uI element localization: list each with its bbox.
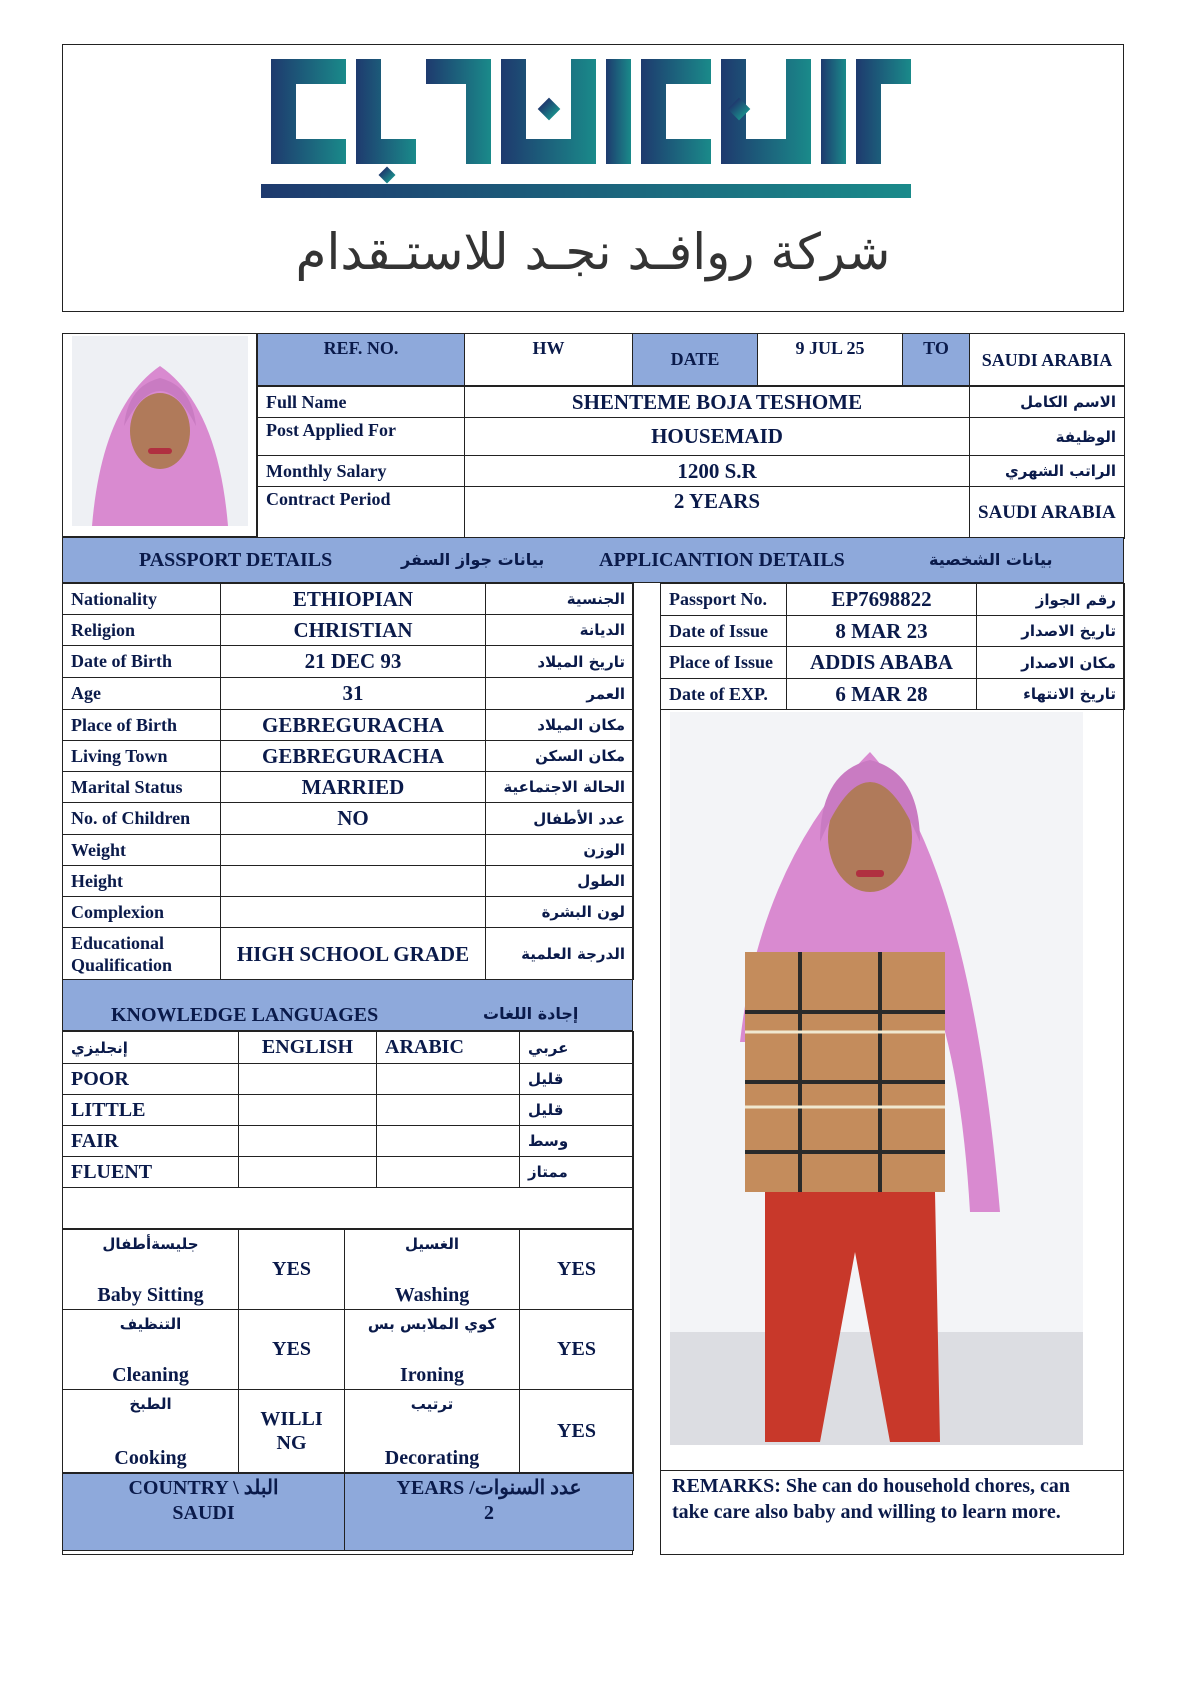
personal-label: Date of Birth <box>63 646 221 678</box>
personal-row <box>63 615 634 646</box>
personal-label: Religion <box>63 615 221 646</box>
summary-value: SHENTEME BOJA TESHOME <box>465 387 970 418</box>
passport-row <box>661 679 1125 710</box>
lang-arabic-cell <box>377 1157 520 1188</box>
personal-label-ar: الحالة الاجتماعية <box>486 772 634 803</box>
personal-value: 21 DEC 93 <box>221 646 486 678</box>
skill-left-en: Cooking <box>114 1447 187 1469</box>
passport-label: Place of Issue <box>661 647 787 679</box>
lang-col-arabic: ARABIC <box>377 1032 520 1064</box>
personal-value: ETHIOPIAN <box>221 584 486 615</box>
languages-header <box>62 980 633 1031</box>
lang-english-cell <box>239 1064 377 1095</box>
passport-row <box>661 647 1125 679</box>
skill-left-value: YES <box>239 1310 345 1390</box>
lang-head-ar-left: إنجليزي <box>63 1032 239 1064</box>
lang-english-cell <box>239 1157 377 1188</box>
summary-row <box>258 418 1125 456</box>
personal-label-ar: لون البشرة <box>486 897 634 928</box>
lang-row <box>63 1095 634 1126</box>
applicant-portrait <box>72 336 248 526</box>
passport-label-ar: تاريخ الانتهاء <box>977 679 1125 710</box>
lang-arabic-cell <box>377 1064 520 1095</box>
lang-level-ar: ممتاز <box>520 1157 634 1188</box>
lang-level-ar: وسط <box>520 1126 634 1157</box>
passport-row <box>661 584 1125 616</box>
passport-label-ar: مكان الاصدار <box>977 647 1125 679</box>
experience-table <box>62 1473 634 1551</box>
summary-label-ar: الوظيفة <box>970 418 1125 456</box>
passport-row <box>661 616 1125 647</box>
skill-left-ar: الطبخ <box>129 1395 172 1413</box>
lang-level: FAIR <box>63 1126 239 1157</box>
country-value: SAUDI <box>172 1502 235 1524</box>
skills-table <box>62 1229 634 1473</box>
skill-left-ar: التنظيف <box>119 1315 182 1333</box>
lang-level: POOR <box>63 1064 239 1095</box>
personal-row <box>63 710 634 741</box>
personal-label: Living Town <box>63 741 221 772</box>
lang-level-ar: قليل <box>520 1064 634 1095</box>
personal-row <box>63 803 634 835</box>
skill-left-en: Baby Sitting <box>97 1284 204 1306</box>
skill-left-value: WILLI NG <box>239 1390 345 1473</box>
skill-left-ar: جليسةأطفال <box>102 1235 199 1253</box>
personal-label: Complexion <box>63 897 221 928</box>
section-header <box>62 537 1124 583</box>
summary-row <box>258 387 1125 418</box>
personal-row <box>63 678 634 710</box>
skill-left-en: Cleaning <box>112 1364 189 1386</box>
passport-details-title-ar: بيانات جواز السفر <box>401 550 545 569</box>
skill-row <box>63 1390 634 1473</box>
passport-label-ar: تاريخ الاصدار <box>977 616 1125 647</box>
personal-row <box>63 646 634 678</box>
personal-value <box>221 897 486 928</box>
application-details-title-ar: بيانات الشخصية <box>929 550 1053 569</box>
personal-label: Nationality <box>63 584 221 615</box>
languages-table <box>62 1031 634 1229</box>
personal-label-ar: مكان السكن <box>486 741 634 772</box>
personal-row <box>63 741 634 772</box>
summary-row <box>258 487 1125 539</box>
personal-label-ar: الديانة <box>486 615 634 646</box>
passport-value: ADDIS ABABA <box>787 647 977 679</box>
skill-right-ar: ترتيب <box>410 1395 454 1413</box>
personal-value: MARRIED <box>221 772 486 803</box>
lang-row <box>63 1064 634 1095</box>
personal-label-ar: الجنسية <box>486 584 634 615</box>
skill-right-value: YES <box>520 1230 634 1310</box>
summary-label-ar: الراتب الشهري <box>970 456 1125 487</box>
summary-label-ar: الاسم الكامل <box>970 387 1125 418</box>
personal-value: CHRISTIAN <box>221 615 486 646</box>
summary-row <box>258 456 1125 487</box>
summary-value: 2 YEARS <box>465 487 970 539</box>
lang-level: FLUENT <box>63 1157 239 1188</box>
personal-label-ar: تاريخ الميلاد <box>486 646 634 678</box>
personal-label: No. of Children <box>63 803 221 835</box>
date-value: 9 JUL 25 <box>758 334 903 386</box>
logo-box <box>62 44 1124 312</box>
summary-value: 1200 S.R <box>465 456 970 487</box>
personal-row <box>63 897 634 928</box>
passport-label: Date of EXP. <box>661 679 787 710</box>
ref-value: HW <box>465 334 633 386</box>
ref-label: REF. NO. <box>258 334 465 386</box>
lang-english-cell <box>239 1095 377 1126</box>
personal-row <box>63 584 634 615</box>
personal-label: Weight <box>63 835 221 866</box>
personal-label: Age <box>63 678 221 710</box>
to-label: TO <box>903 334 970 386</box>
skill-right-en: Ironing <box>399 1364 465 1386</box>
personal-label: Height <box>63 866 221 897</box>
personal-value <box>221 866 486 897</box>
lang-head-ar-right: عربي <box>520 1032 634 1064</box>
skill-right-value: YES <box>520 1390 634 1473</box>
company-logo <box>261 49 921 219</box>
personal-value: NO <box>221 803 486 835</box>
application-details-title: APPLICANTION DETAILS <box>599 549 845 571</box>
applicant-full-body <box>670 712 1083 1445</box>
passport-details-title: PASSPORT DETAILS <box>139 549 333 571</box>
to-value: SAUDI ARABIA <box>970 334 1125 386</box>
passport-value: 6 MAR 28 <box>787 679 977 710</box>
summary-table <box>257 386 1125 539</box>
personal-value: GEBREGURACHA <box>221 710 486 741</box>
languages-title-ar: إجادة اللغات <box>483 1004 579 1023</box>
skill-right-ar: الغسيل <box>404 1235 460 1253</box>
personal-value: HIGH SCHOOL GRADE <box>221 928 486 980</box>
lang-level: LITTLE <box>63 1095 239 1126</box>
languages-title: KNOWLEDGE LANGUAGES <box>111 1004 379 1026</box>
passport-label-ar: رقم الجواز <box>977 584 1125 616</box>
passport-label: Date of Issue <box>661 616 787 647</box>
skill-row <box>63 1230 634 1310</box>
skill-right-en: Decorating <box>384 1447 480 1469</box>
skill-right-ar: كوي الملابس بس <box>367 1315 497 1333</box>
summary-label: Full Name <box>258 387 465 418</box>
summary-label: Monthly Salary <box>258 456 465 487</box>
personal-label-ar: مكان الميلاد <box>486 710 634 741</box>
skill-right-en: Washing <box>394 1284 470 1306</box>
personal-label: Educational Qualification <box>63 928 221 980</box>
personal-row <box>63 866 634 897</box>
passport-value: EP7698822 <box>787 584 977 616</box>
personal-value <box>221 835 486 866</box>
skill-row <box>63 1310 634 1390</box>
header-table <box>257 333 1125 386</box>
personal-label-ar: عدد الأطفال <box>486 803 634 835</box>
passport-label: Passport No. <box>661 584 787 616</box>
remarks: REMARKS: She can do household chores, can take care also baby and willing to learn more. <box>672 1475 1071 1523</box>
personal-label-ar: العمر <box>486 678 634 710</box>
summary-value: HOUSEMAID <box>465 418 970 456</box>
personal-row <box>63 835 634 866</box>
years-label: YEARS /عدد السنوات <box>396 1477 582 1499</box>
country-label: COUNTRY \ البلد <box>128 1477 279 1499</box>
summary-extra: SAUDI ARABIA <box>970 487 1125 539</box>
skill-left-value: YES <box>239 1230 345 1310</box>
personal-value: 31 <box>221 678 486 710</box>
summary-label: Contract Period <box>258 487 465 539</box>
skill-right-value: YES <box>520 1310 634 1390</box>
lang-col-english: ENGLISH <box>239 1032 377 1064</box>
lang-row <box>63 1126 634 1157</box>
personal-row <box>63 772 634 803</box>
personal-label-ar: الطول <box>486 866 634 897</box>
personal-label: Place of Birth <box>63 710 221 741</box>
personal-row <box>63 928 634 980</box>
personal-label-ar: الوزن <box>486 835 634 866</box>
personal-label: Marital Status <box>63 772 221 803</box>
personal-label-ar: الدرجة العلمية <box>486 928 634 980</box>
date-label: DATE <box>633 334 758 386</box>
personal-table <box>62 583 634 980</box>
lang-row <box>63 1157 634 1188</box>
lang-level-ar: قليل <box>520 1095 634 1126</box>
summary-label: Post Applied For <box>258 418 465 456</box>
lang-spacer-row <box>63 1188 634 1229</box>
lang-arabic-cell <box>377 1126 520 1157</box>
years-value: 2 <box>484 1502 494 1524</box>
lang-english-cell <box>239 1126 377 1157</box>
lang-arabic-cell <box>377 1095 520 1126</box>
passport-table <box>660 583 1125 710</box>
company-name-ar: شركة روافـد نجـد للاستـقدام <box>295 223 891 281</box>
personal-value: GEBREGURACHA <box>221 741 486 772</box>
passport-value: 8 MAR 23 <box>787 616 977 647</box>
